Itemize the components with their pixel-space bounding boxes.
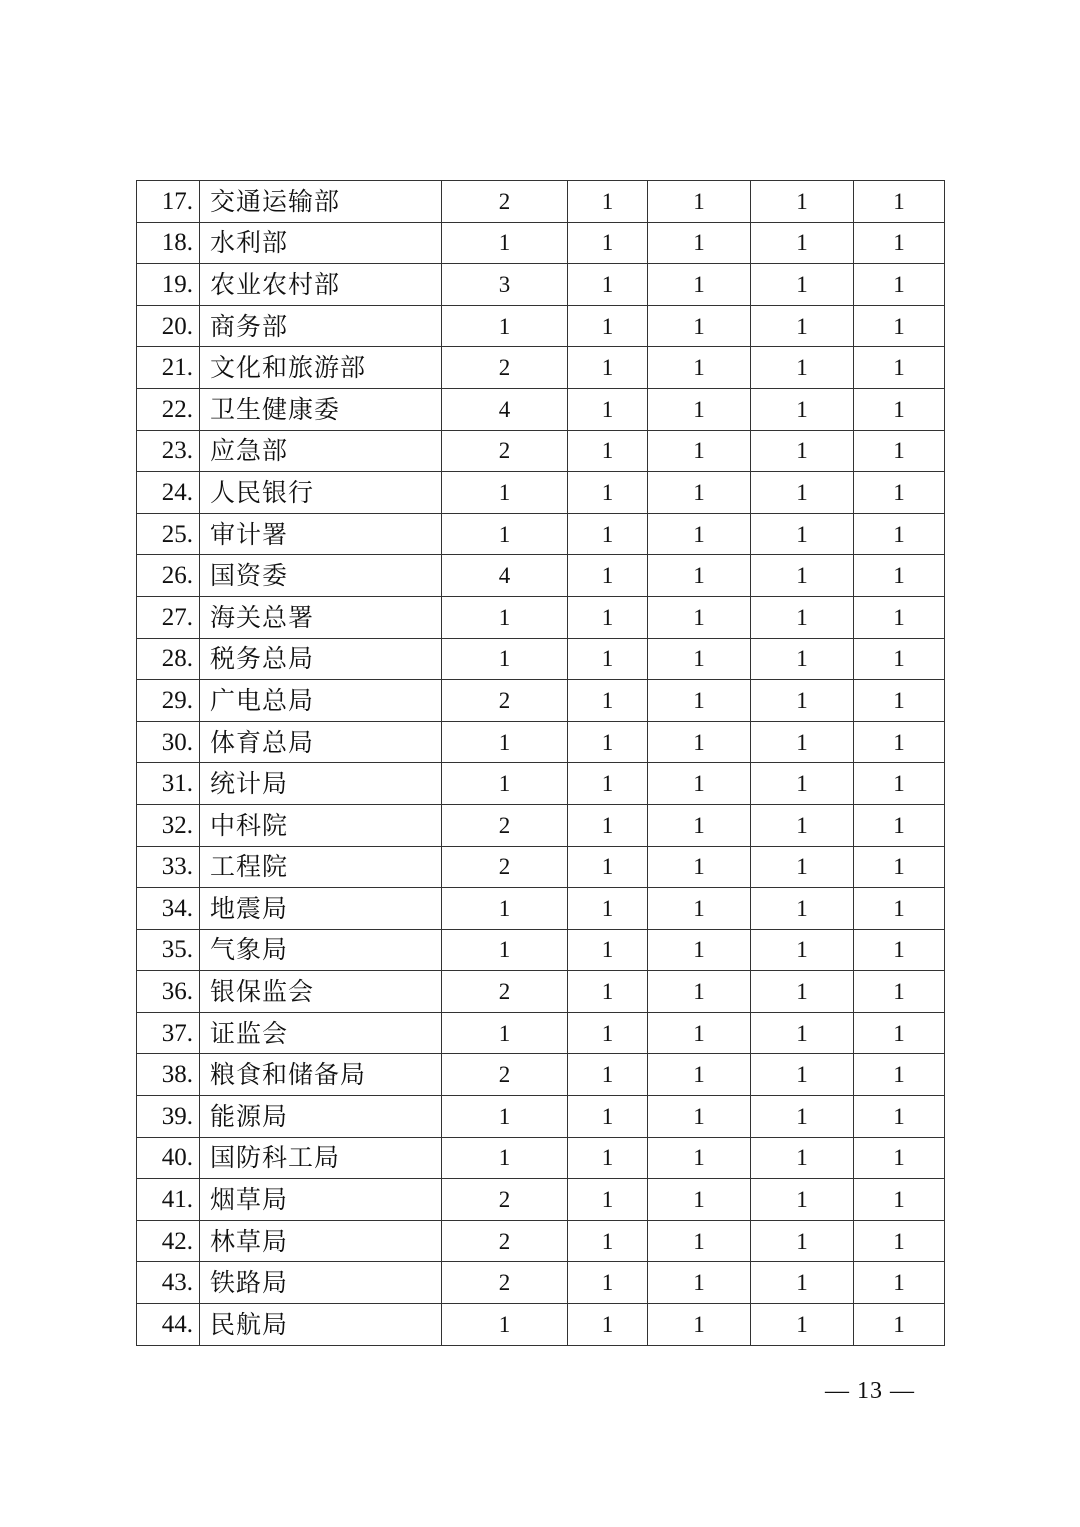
table-row <box>137 264 945 306</box>
value-cell-col3: 1 <box>648 596 751 638</box>
value-cell-col4: 1 <box>751 596 854 638</box>
value-cell-col4: 1 <box>751 929 854 971</box>
value-cell-col1: 2 <box>442 430 568 472</box>
value-cell-col3: 1 <box>648 638 751 680</box>
value-cell-col5: 1 <box>854 1012 945 1054</box>
value-cell-col4: 1 <box>751 1054 854 1096</box>
value-cell-col2: 1 <box>568 222 648 264</box>
value-cell-col1: 2 <box>442 1262 568 1304</box>
value-cell-col3: 1 <box>648 1179 751 1221</box>
value-cell-col4: 1 <box>751 305 854 347</box>
table-row <box>137 1096 945 1138</box>
department-name: 气象局 <box>200 929 442 971</box>
value-cell-col1: 1 <box>442 1096 568 1138</box>
value-cell-col4: 1 <box>751 888 854 930</box>
value-cell-col4: 1 <box>751 513 854 555</box>
value-cell-col3: 1 <box>648 264 751 306</box>
table-row <box>137 222 945 264</box>
value-cell-col5: 1 <box>854 1304 945 1346</box>
table-row <box>137 804 945 846</box>
value-cell-col2: 1 <box>568 1137 648 1179</box>
row-number: 26. <box>137 555 200 597</box>
value-cell-col5: 1 <box>854 638 945 680</box>
table-row <box>137 1220 945 1262</box>
value-cell-col3: 1 <box>648 1054 751 1096</box>
value-cell-col4: 1 <box>751 1179 854 1221</box>
value-cell-col3: 1 <box>648 1262 751 1304</box>
row-number: 37. <box>137 1012 200 1054</box>
value-cell-col2: 1 <box>568 305 648 347</box>
value-cell-col4: 1 <box>751 181 854 223</box>
value-cell-col4: 1 <box>751 721 854 763</box>
value-cell-col4: 1 <box>751 472 854 514</box>
value-cell-col2: 1 <box>568 472 648 514</box>
value-cell-col4: 1 <box>751 971 854 1013</box>
value-cell-col1: 1 <box>442 472 568 514</box>
table-row <box>137 929 945 971</box>
value-cell-col5: 1 <box>854 929 945 971</box>
value-cell-col2: 1 <box>568 1220 648 1262</box>
table-row <box>137 638 945 680</box>
value-cell-col4: 1 <box>751 804 854 846</box>
value-cell-col2: 1 <box>568 846 648 888</box>
row-number: 29. <box>137 680 200 722</box>
value-cell-col5: 1 <box>854 181 945 223</box>
table-row <box>137 1012 945 1054</box>
value-cell-col1: 1 <box>442 305 568 347</box>
department-name: 统计局 <box>200 763 442 805</box>
value-cell-col4: 1 <box>751 1262 854 1304</box>
value-cell-col4: 1 <box>751 1304 854 1346</box>
value-cell-col3: 1 <box>648 1220 751 1262</box>
department-name: 国防科工局 <box>200 1137 442 1179</box>
value-cell-col2: 1 <box>568 888 648 930</box>
row-number: 28. <box>137 638 200 680</box>
row-number: 32. <box>137 804 200 846</box>
value-cell-col4: 1 <box>751 1012 854 1054</box>
value-cell-col1: 1 <box>442 638 568 680</box>
value-cell-col5: 1 <box>854 846 945 888</box>
value-cell-col2: 1 <box>568 763 648 805</box>
value-cell-col2: 1 <box>568 1262 648 1304</box>
value-cell-col1: 1 <box>442 888 568 930</box>
value-cell-col5: 1 <box>854 513 945 555</box>
table-row <box>137 430 945 472</box>
value-cell-col1: 2 <box>442 846 568 888</box>
value-cell-col5: 1 <box>854 347 945 389</box>
value-cell-col2: 1 <box>568 596 648 638</box>
department-name: 税务总局 <box>200 638 442 680</box>
value-cell-col4: 1 <box>751 1137 854 1179</box>
value-cell-col3: 1 <box>648 305 751 347</box>
value-cell-col5: 1 <box>854 1179 945 1221</box>
value-cell-col5: 1 <box>854 472 945 514</box>
table-row <box>137 1179 945 1221</box>
department-name: 人民银行 <box>200 472 442 514</box>
value-cell-col1: 1 <box>442 222 568 264</box>
row-number: 25. <box>137 513 200 555</box>
table-row <box>137 763 945 805</box>
department-name: 证监会 <box>200 1012 442 1054</box>
value-cell-col3: 1 <box>648 1137 751 1179</box>
row-number: 42. <box>137 1220 200 1262</box>
row-number: 44. <box>137 1304 200 1346</box>
row-number: 18. <box>137 222 200 264</box>
value-cell-col4: 1 <box>751 222 854 264</box>
department-name: 工程院 <box>200 846 442 888</box>
table-body <box>137 181 945 1346</box>
value-cell-col1: 2 <box>442 804 568 846</box>
value-cell-col2: 1 <box>568 181 648 223</box>
value-cell-col3: 1 <box>648 763 751 805</box>
allocation-table <box>136 180 945 1346</box>
value-cell-col2: 1 <box>568 1012 648 1054</box>
value-cell-col1: 1 <box>442 1012 568 1054</box>
row-number: 31. <box>137 763 200 805</box>
value-cell-col3: 1 <box>648 472 751 514</box>
value-cell-col5: 1 <box>854 1137 945 1179</box>
value-cell-col5: 1 <box>854 222 945 264</box>
value-cell-col5: 1 <box>854 555 945 597</box>
department-name: 海关总署 <box>200 596 442 638</box>
value-cell-col1: 2 <box>442 1054 568 1096</box>
value-cell-col3: 1 <box>648 347 751 389</box>
value-cell-col1: 3 <box>442 264 568 306</box>
value-cell-col4: 1 <box>751 388 854 430</box>
value-cell-col2: 1 <box>568 971 648 1013</box>
value-cell-col3: 1 <box>648 1012 751 1054</box>
value-cell-col1: 1 <box>442 596 568 638</box>
value-cell-col2: 1 <box>568 929 648 971</box>
table-row <box>137 596 945 638</box>
value-cell-col1: 2 <box>442 680 568 722</box>
value-cell-col4: 1 <box>751 846 854 888</box>
department-name: 广电总局 <box>200 680 442 722</box>
value-cell-col5: 1 <box>854 804 945 846</box>
row-number: 43. <box>137 1262 200 1304</box>
value-cell-col1: 2 <box>442 971 568 1013</box>
value-cell-col1: 2 <box>442 1220 568 1262</box>
department-name: 国资委 <box>200 555 442 597</box>
value-cell-col3: 1 <box>648 804 751 846</box>
row-number: 17. <box>137 181 200 223</box>
row-number: 20. <box>137 305 200 347</box>
department-name: 交通运输部 <box>200 181 442 223</box>
value-cell-col2: 1 <box>568 804 648 846</box>
department-name: 卫生健康委 <box>200 388 442 430</box>
value-cell-col3: 1 <box>648 971 751 1013</box>
value-cell-col1: 1 <box>442 513 568 555</box>
value-cell-col3: 1 <box>648 555 751 597</box>
value-cell-col4: 1 <box>751 638 854 680</box>
value-cell-col2: 1 <box>568 513 648 555</box>
value-cell-col3: 1 <box>648 1096 751 1138</box>
department-name: 银保监会 <box>200 971 442 1013</box>
value-cell-col4: 1 <box>751 555 854 597</box>
department-name: 铁路局 <box>200 1262 442 1304</box>
table-row <box>137 388 945 430</box>
row-number: 35. <box>137 929 200 971</box>
department-name: 民航局 <box>200 1304 442 1346</box>
value-cell-col3: 1 <box>648 388 751 430</box>
row-number: 34. <box>137 888 200 930</box>
table-row <box>137 888 945 930</box>
value-cell-col1: 2 <box>442 347 568 389</box>
value-cell-col2: 1 <box>568 1096 648 1138</box>
department-name: 中科院 <box>200 804 442 846</box>
value-cell-col3: 1 <box>648 680 751 722</box>
value-cell-col5: 1 <box>854 305 945 347</box>
table-row <box>137 1054 945 1096</box>
row-number: 24. <box>137 472 200 514</box>
value-cell-col4: 1 <box>751 264 854 306</box>
row-number: 40. <box>137 1137 200 1179</box>
value-cell-col3: 1 <box>648 430 751 472</box>
value-cell-col3: 1 <box>648 888 751 930</box>
value-cell-col1: 2 <box>442 1179 568 1221</box>
table-row <box>137 472 945 514</box>
row-number: 21. <box>137 347 200 389</box>
row-number: 41. <box>137 1179 200 1221</box>
value-cell-col3: 1 <box>648 513 751 555</box>
row-number: 23. <box>137 430 200 472</box>
value-cell-col2: 1 <box>568 555 648 597</box>
department-name: 应急部 <box>200 430 442 472</box>
value-cell-col5: 1 <box>854 763 945 805</box>
value-cell-col5: 1 <box>854 721 945 763</box>
department-name: 农业农村部 <box>200 264 442 306</box>
value-cell-col4: 1 <box>751 1220 854 1262</box>
value-cell-col2: 1 <box>568 264 648 306</box>
value-cell-col1: 1 <box>442 929 568 971</box>
department-name: 体育总局 <box>200 721 442 763</box>
row-number: 36. <box>137 971 200 1013</box>
value-cell-col1: 4 <box>442 555 568 597</box>
value-cell-col4: 1 <box>751 347 854 389</box>
value-cell-col2: 1 <box>568 638 648 680</box>
row-number: 39. <box>137 1096 200 1138</box>
value-cell-col1: 1 <box>442 1137 568 1179</box>
value-cell-col5: 1 <box>854 888 945 930</box>
value-cell-col5: 1 <box>854 680 945 722</box>
value-cell-col1: 4 <box>442 388 568 430</box>
row-number: 19. <box>137 264 200 306</box>
value-cell-col5: 1 <box>854 264 945 306</box>
value-cell-col2: 1 <box>568 680 648 722</box>
table-row <box>137 305 945 347</box>
value-cell-col3: 1 <box>648 1304 751 1346</box>
value-cell-col5: 1 <box>854 1220 945 1262</box>
value-cell-col3: 1 <box>648 846 751 888</box>
value-cell-col4: 1 <box>751 430 854 472</box>
department-name: 地震局 <box>200 888 442 930</box>
value-cell-col4: 1 <box>751 763 854 805</box>
value-cell-col2: 1 <box>568 430 648 472</box>
value-cell-col2: 1 <box>568 1304 648 1346</box>
value-cell-col3: 1 <box>648 222 751 264</box>
row-number: 22. <box>137 388 200 430</box>
row-number: 27. <box>137 596 200 638</box>
value-cell-col2: 1 <box>568 388 648 430</box>
value-cell-col3: 1 <box>648 929 751 971</box>
department-name: 商务部 <box>200 305 442 347</box>
value-cell-col5: 1 <box>854 596 945 638</box>
value-cell-col4: 1 <box>751 680 854 722</box>
value-cell-col5: 1 <box>854 971 945 1013</box>
table-row <box>137 680 945 722</box>
row-number: 30. <box>137 721 200 763</box>
table-row <box>137 513 945 555</box>
row-number: 38. <box>137 1054 200 1096</box>
table-row <box>137 1137 945 1179</box>
page-number: — 13 — <box>825 1378 915 1404</box>
value-cell-col2: 1 <box>568 1179 648 1221</box>
table-row <box>137 721 945 763</box>
table-row <box>137 846 945 888</box>
table-row <box>137 971 945 1013</box>
value-cell-col4: 1 <box>751 1096 854 1138</box>
value-cell-col2: 1 <box>568 1054 648 1096</box>
value-cell-col1: 1 <box>442 1304 568 1346</box>
value-cell-col3: 1 <box>648 721 751 763</box>
department-name: 烟草局 <box>200 1179 442 1221</box>
table-row <box>137 347 945 389</box>
value-cell-col1: 1 <box>442 763 568 805</box>
department-name: 审计署 <box>200 513 442 555</box>
value-cell-col2: 1 <box>568 347 648 389</box>
department-name: 粮食和储备局 <box>200 1054 442 1096</box>
table-row <box>137 1262 945 1304</box>
department-name: 文化和旅游部 <box>200 347 442 389</box>
table-row <box>137 555 945 597</box>
table-row <box>137 181 945 223</box>
department-name: 水利部 <box>200 222 442 264</box>
value-cell-col5: 1 <box>854 1262 945 1304</box>
row-number: 33. <box>137 846 200 888</box>
department-name: 能源局 <box>200 1096 442 1138</box>
value-cell-col1: 2 <box>442 181 568 223</box>
table-row <box>137 1304 945 1346</box>
value-cell-col5: 1 <box>854 388 945 430</box>
value-cell-col2: 1 <box>568 721 648 763</box>
department-name: 林草局 <box>200 1220 442 1262</box>
value-cell-col5: 1 <box>854 1096 945 1138</box>
value-cell-col1: 1 <box>442 721 568 763</box>
value-cell-col5: 1 <box>854 1054 945 1096</box>
value-cell-col5: 1 <box>854 430 945 472</box>
value-cell-col3: 1 <box>648 181 751 223</box>
